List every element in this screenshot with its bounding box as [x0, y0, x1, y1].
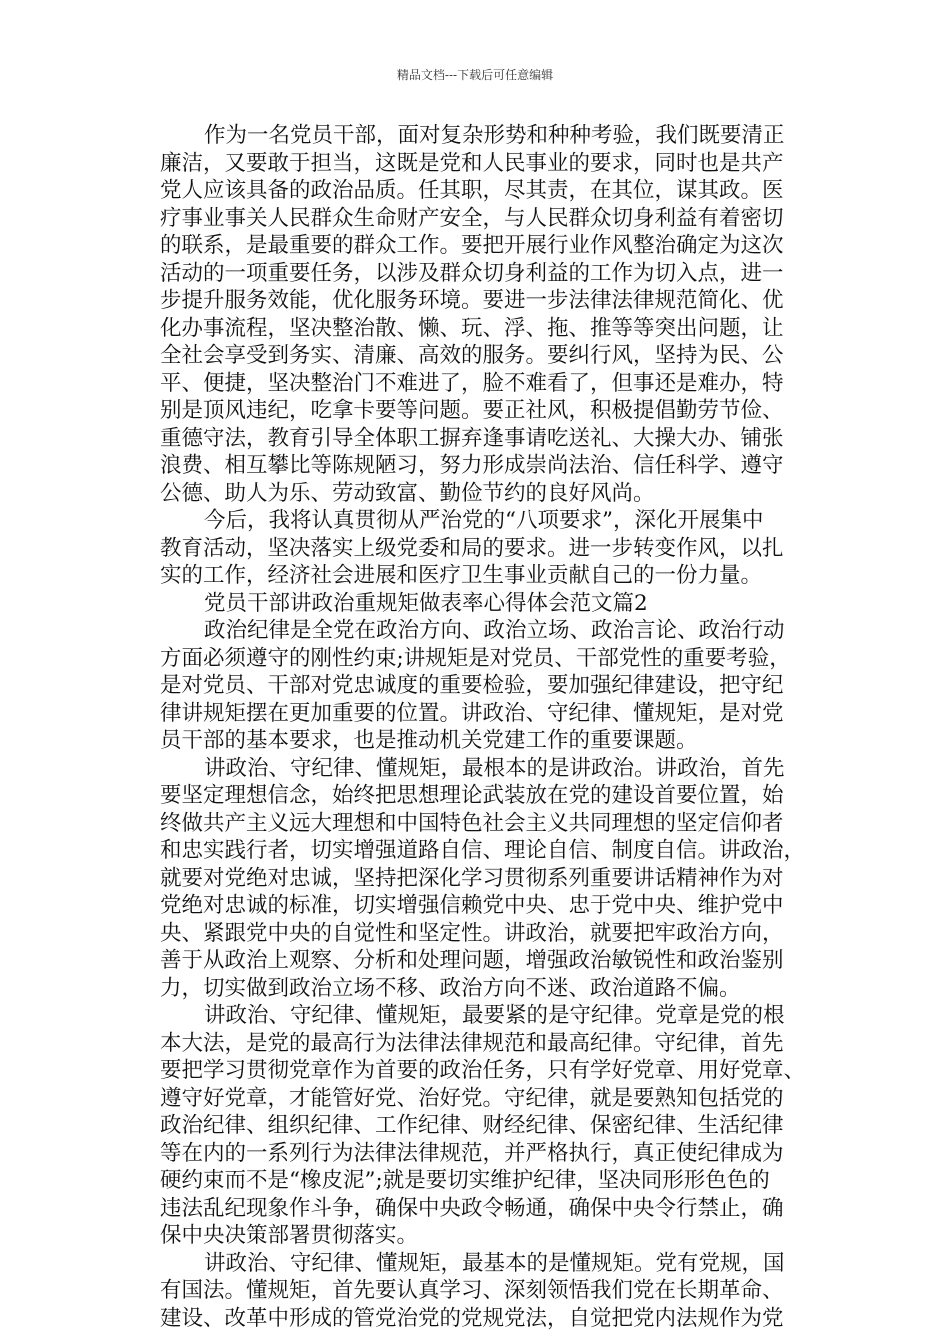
text-line: 作为一名党员干部，面对复杂形势和种种考验，我们既要清正 [204, 123, 785, 148]
text-line: 的联系，是最重要的群众工作。要把开展行业作风整治确定为这次 [160, 233, 784, 258]
text-line: 疗事业事关人民群众生命财产安全，与人民群众切身利益有着密切 [160, 205, 784, 231]
text-line: 本大法，是党的最高行为法律法律规范和最高纪律。守纪律，首先 [160, 1030, 784, 1056]
text-line: 今后，我将认真贯彻从严治党的“八项要求”，深化开展集中 [204, 508, 764, 533]
text-line: 全社会享受到务实、清廉、高效的服务。要纠行风，坚持为民、公 [160, 343, 784, 368]
text-line: 公德、助人为乐、劳动致富、勤俭节约的良好风尚。 [160, 480, 655, 506]
text-line: 党绝对忠诚的标准，切实增强信赖党中央、忠于党中央、维护党中 [160, 893, 784, 918]
text-line: 有国法。懂规矩，首先要认真学习、深刻领悟我们党在长期革命、 [160, 1278, 784, 1303]
text-line: 政治纪律是全党在政治方向、政治立场、政治言论、政治行动 [204, 618, 785, 643]
text-line: 党人应该具备的政治品质。任其职，尽其责，在其位，谋其政。医 [160, 178, 784, 203]
text-line: 别是顶风违纪，吃拿卡要等问题。要正社风，积极提倡勤劳节俭、 [160, 398, 784, 423]
text-line: 和忠实践行者，切实增强道路自信、理论自信、制度自信。讲政治， [160, 838, 806, 863]
text-line: 硬约束而不是“橡皮泥”;就是要切实维护纪律，坚决同形形色色的 [160, 1168, 770, 1193]
text-line: 廉洁，又要敢于担当，这既是党和人民事业的要求，同时也是共产 [160, 150, 784, 176]
text-line: 讲政治、守纪律、懂规矩，最要紧的是守纪律。党章是党的根 [204, 1003, 785, 1028]
text-line: 员干部的基本要求，也是推动机关党建工作的重要课题。 [160, 728, 698, 753]
text-line: 方面必须遵守的刚性约束;讲规矩是对党员、干部党性的重要考验， [160, 645, 791, 671]
text-line: 讲政治、守纪律、懂规矩，最基本的是懂规矩。党有党规，国 [204, 1250, 785, 1276]
text-line: 要把学习贯彻党章作为首要的政治任务，只有学好党章、用好党章、 [160, 1058, 806, 1083]
text-line: 讲政治、守纪律、懂规矩，最根本的是讲政治。讲政治，首先 [204, 755, 785, 781]
text-line: 保中央决策部署贯彻落实。 [160, 1223, 419, 1248]
text-line: 要坚定理想信念，始终把思想理论武装放在党的建设首要位置，始 [160, 783, 784, 808]
text-line: 力，切实做到政治立场不移、政治方向不迷、政治道路不偏。 [160, 975, 741, 1001]
text-line: 等在内的一系列行为法律法律规范，并严格执行，真正使纪律成为 [160, 1140, 784, 1166]
text-line: 实的工作，经济社会进展和医疗卫生事业贡献自己的一份力量。 [160, 563, 763, 588]
text-line: 化办事流程，坚决整治散、懒、玩、浮、拖、推等等突出问题，让 [160, 315, 784, 341]
text-line: 善于从政治上观察、分析和处理问题，增强政治敏锐性和政治鉴别 [160, 948, 784, 973]
text-line: 浪费、相互攀比等陈规陋习，努力形成崇尚法治、信任科学、遵守 [160, 453, 784, 478]
text-line: 是对党员、干部对党忠诚度的重要检验，要加强纪律建设，把守纪 [160, 673, 784, 698]
text-line: 建设、改革中形成的管党治党的党规党法，自觉把党内法规作为党 [160, 1305, 784, 1331]
text-line: 党员干部讲政治重规矩做表率心得体会范文篇2 [204, 590, 648, 616]
text-line: 遵守好党章，才能管好党、治好党。守纪律，就是要熟知包括党的 [160, 1085, 784, 1111]
text-line: 教育活动，坚决落实上级党委和局的要求。进一步转变作风，以扎 [160, 535, 784, 561]
text-line: 就要对党绝对忠诚，坚持把深化学习贯彻系列重要讲话精神作为对 [160, 865, 784, 891]
text-line: 政治纪律、组织纪律、工作纪律、财经纪律、保密纪律、生活纪律 [160, 1113, 784, 1138]
text-line: 终做共产主义远大理想和中国特色社会主义共同理想的坚定信仰者 [160, 810, 784, 836]
text-line: 平、便捷，坚决整治门不难进了，脸不难看了，但事还是难办，特 [160, 370, 784, 396]
text-line: 违法乱纪现象作斗争，确保中央政令畅通，确保中央令行禁止，确 [160, 1195, 784, 1221]
page-header: 精品文档---下载后可任意编辑 [396, 68, 554, 82]
document-body [160, 122, 810, 1332]
text-line: 央、紧跟党中央的自觉性和坚定性。讲政治，就要把牢政治方向， [160, 920, 784, 946]
text-line: 步提升服务效能，优化服务环境。要进一步法律法律规范简化、优 [160, 288, 784, 313]
text-line: 活动的一项重要任务，以涉及群众切身利益的工作为切入点，进一 [160, 260, 784, 286]
text-line: 律讲规矩摆在更加重要的位置。讲政治、守纪律、懂规矩，是对党 [160, 700, 784, 726]
text-line: 重德守法，教育引导全体职工摒弃逢事请吃送礼、大操大办、铺张 [160, 425, 784, 451]
